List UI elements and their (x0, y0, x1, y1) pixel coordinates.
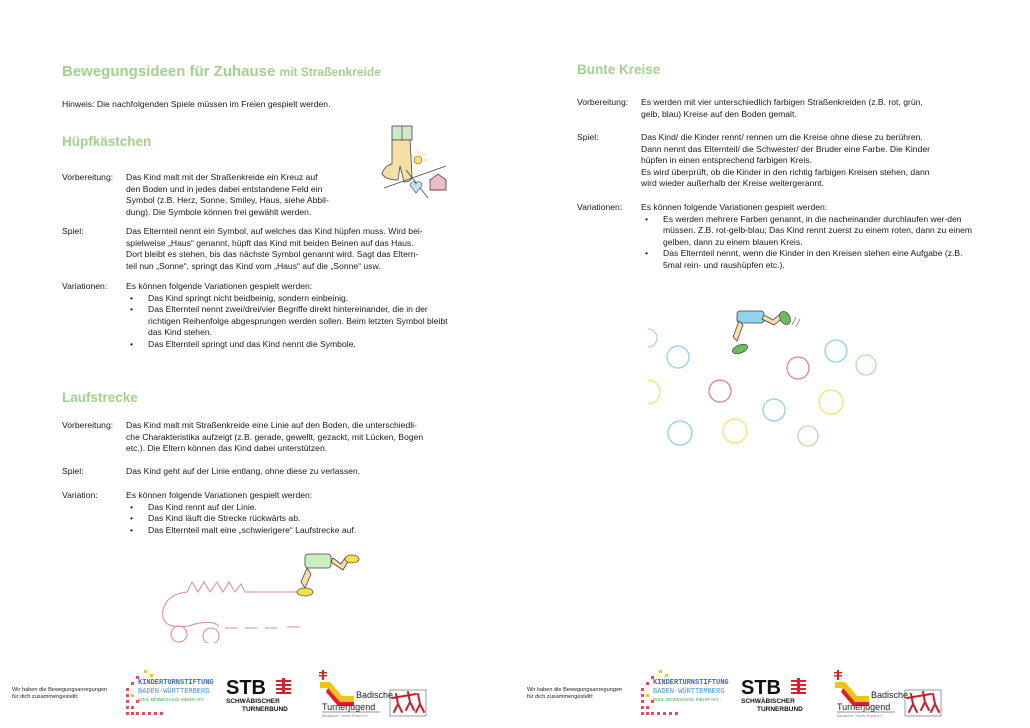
text-line: etc.). Die Eltern können das Kind dabei unterstützen. (126, 443, 328, 454)
variations-intro: Es können folgende Variationen gespielt werden: (126, 490, 313, 500)
hopscotch-illustration (378, 122, 450, 200)
text-line: che Charakteristika aufzeigt (z.B. gerade, gewellt, gezackt, mit Lücken, Bogen (126, 431, 424, 442)
chalk-circle-red (787, 357, 809, 379)
list-item: • Das Kind rennt auf der Linie. (126, 502, 462, 514)
text-line: hüpfen in einen entsprechend farbigen Kreis. (641, 155, 813, 166)
right-page (515, 0, 1030, 728)
text-line: teil nun „Sonne“, springt das Kind vom „Haus“ auf die „Sonne“ usw. (126, 260, 381, 271)
text-line: wird wieder außerhalb der Kreise weitergerannt. (641, 178, 824, 189)
text-line: Das Kind geht auf der Linie entlang, ohne diese zu verlassen. (126, 466, 361, 476)
stb-line-2: SCHWÄBISCHER (741, 698, 795, 705)
chalk-circle-green (856, 355, 876, 375)
chalk-circle-blue (668, 421, 692, 445)
stb-wordmark: STB (741, 677, 781, 699)
logo-badische-turnerjugend (833, 668, 943, 718)
chalk-circle-yellow (819, 390, 843, 414)
game-text (126, 466, 462, 478)
lauf-variations (62, 490, 462, 536)
text-line: spielweise „Haus“ genannt, hüpft das Kind mit beiden Beinen auf das Haus. (126, 237, 414, 248)
page-title (62, 63, 381, 80)
kts-line-3: WEIL BEWEGUNG MEHR IST... (653, 698, 723, 703)
variations-body (641, 202, 977, 272)
game-label: Spiel: (577, 132, 599, 142)
chalk-circle-blue (667, 346, 689, 368)
footer-note-line: Wir haben die Bewegungsanregungen (527, 687, 623, 693)
stb-line-3: TURNERBUND (242, 706, 288, 713)
colored-circles-illustration (640, 285, 900, 450)
list-item: • Das Elternteil malt eine „schwierigere“ Laufstrecke auf. (126, 525, 462, 537)
lauf-preparation (62, 420, 462, 455)
text-line: Das Elternteil nennt ein Symbol, auf welches das Kind hüpfen muss. Wird bei- (126, 226, 423, 236)
preparation-label: Vorbereitung: (62, 420, 114, 430)
text-line: dung). Die Symbole können frei gewählt werden. (126, 206, 312, 217)
list-item: • Das Elternteil springt und das Kind nennt die Symbole. (126, 339, 462, 351)
list-item: • Das Elternteil nennt, wenn die Kinder in den Kreisen stehen eine Aufgabe (z.B. 5mal rein- und raushüpfen etc.). (641, 248, 977, 271)
lauf-game (62, 466, 462, 478)
list-item: • Es werden mehrere Farben genannt, in die nacheinander durchlaufen wer-den müssen. Z.B. rot-gelb-blau; Das Kind rennt zuerst zu einem roten, dann zu einem gelben, dann zu einem blauen Kreis. (641, 214, 977, 249)
preparation-text (126, 420, 462, 455)
chalk-circle-yellow (648, 380, 660, 404)
game-text (126, 226, 462, 272)
kts-line-3: WEIL BEWEGUNG MEHR IST... (138, 698, 208, 703)
footer-note (12, 687, 107, 701)
page-title-main: Bewegungsideen für Zuhause (62, 63, 276, 80)
chalk-circle-blue (825, 340, 847, 362)
logo-badische-turnerjugend (318, 668, 428, 718)
btj-line-1: Badische (356, 690, 394, 700)
btj-line-2: Turnerjugend (322, 702, 376, 712)
footer-note-line: für dich zusammengestellt: (12, 694, 79, 700)
list-item: • Das Kind läuft die Strecke rückwärts ab. (126, 513, 462, 525)
stb-wordmark: STB (226, 677, 266, 699)
text-line: Das Kind malt mit der Straßenkreide ein Kreuz auf (126, 172, 318, 182)
variations-body (126, 281, 462, 351)
chalk-circle-green (648, 329, 657, 347)
section-heading-laufstrecke: Laufstrecke (62, 390, 138, 405)
kts-line-1: KINDERTURNSTIFTUNG (653, 679, 729, 687)
preparation-label: Vorbereitung: (577, 97, 629, 107)
game-text (641, 132, 977, 190)
chalk-circle-blue (763, 399, 785, 421)
list-item: • Das Kind springt nicht beidbeinig, sondern einbeinig. (126, 293, 462, 305)
variations-label: Variation: (62, 490, 98, 500)
logo-stb (739, 676, 819, 716)
text-line: Dann nennt das Elternteil/ die Schwester/ der Bruder eine Farbe. Die Kinder (641, 143, 931, 154)
variations-list (641, 214, 977, 272)
kts-line-1: KINDERTURNSTIFTUNG (138, 679, 214, 687)
footer-note (527, 687, 622, 701)
text-line: den Boden und in jedes dabei entstandene Feld ein (126, 183, 323, 194)
hint-text: Hinweis: Die nachfolgenden Spiele müssen im Freien gespielt werden. (62, 99, 331, 109)
section-heading-bunte-kreise: Bunte Kreise (577, 62, 661, 77)
kts-line-2: BADEN-WÜRTTEMBERG (653, 688, 725, 696)
variations-intro: Es können folgende Variationen gespielt werden: (126, 281, 313, 291)
section-heading-huepfkaestchen: Hüpfkästchen (62, 134, 152, 149)
kreise-variations (577, 202, 977, 272)
footer-note-line: Wir haben die Bewegungsanregungen (12, 687, 108, 693)
list-item: • Das Elternteil nennt zwei/drei/vier Begriffe direkt hintereinander, die in der richtigen Reihenfolge abgesprungen werden sollen. Beim letzten Symbol bleibt das Kind stehen. (126, 304, 462, 339)
text-line: Es wird überprüft, ob die Kinder in den richtig farbigen Kreisen stehen, dann (641, 166, 930, 177)
text-line: Symbol (z.B. Herz, Sonne, Smiley, Haus, siehe Abbil- (126, 195, 329, 206)
variations-list (126, 293, 462, 351)
text-line: Das Kind malt mit Straßenkreide eine Linie auf den Boden, die unterschiedli- (126, 420, 417, 430)
variations-intro: Es können folgende Variationen gespielt werden: (641, 202, 828, 212)
btj-line-3: Badischer Turner-Bund e.V. (837, 714, 884, 718)
stb-line-3: TURNERBUND (757, 706, 803, 713)
page-title-suffix: mit Straßenkreide (279, 65, 381, 79)
game-label: Spiel: (62, 466, 84, 476)
variations-body (126, 490, 462, 536)
variations-label: Variationen: (577, 202, 623, 212)
kreise-game (577, 132, 977, 190)
chalk-circle-red (709, 380, 731, 402)
huepf-preparation (62, 172, 392, 218)
kts-line-2: BADEN-WÜRTTEMBERG (138, 688, 210, 696)
btj-line-3: Badischer Turner-Bund e.V. (322, 714, 369, 718)
running-child-legs (731, 309, 800, 355)
text-line: Dort bleibt es stehen, bis das nächste Symbol genannt wird. Sagt das Eltern- (126, 249, 419, 260)
kreise-preparation (577, 97, 977, 120)
stb-line-2: SCHWÄBISCHER (226, 698, 280, 705)
logo-kinderturnstiftung (639, 668, 729, 720)
chalk-circle-green (798, 426, 818, 446)
text-line: Das Kind/ die Kinder rennt/ rennen um die Kreise ohne diese zu berühren. (641, 132, 923, 142)
btj-line-1: Badische (871, 690, 909, 700)
game-label: Spiel: (62, 226, 84, 236)
preparation-text (641, 97, 977, 120)
chalk-circle-yellow (723, 419, 747, 443)
huepf-variations (62, 281, 462, 351)
text-line: Es werden mit vier unterschiedlich farbigen Straßenkreiden (z.B. rot, grün, (641, 97, 923, 107)
logo-kinderturnstiftung (124, 668, 214, 720)
text-line: gelb, blau) Kreise auf den Boden gemalt. (641, 108, 797, 119)
logo-stb (224, 676, 304, 716)
preparation-label: Vorbereitung: (62, 172, 114, 182)
preparation-text (126, 172, 392, 218)
btj-line-2: Turnerjugend (837, 702, 891, 712)
running-line-illustration (155, 548, 405, 643)
variations-label: Variationen: (62, 281, 108, 291)
footer-note-line: für dich zusammengestellt: (527, 694, 594, 700)
variations-list (126, 502, 462, 537)
huepf-game (62, 226, 462, 272)
